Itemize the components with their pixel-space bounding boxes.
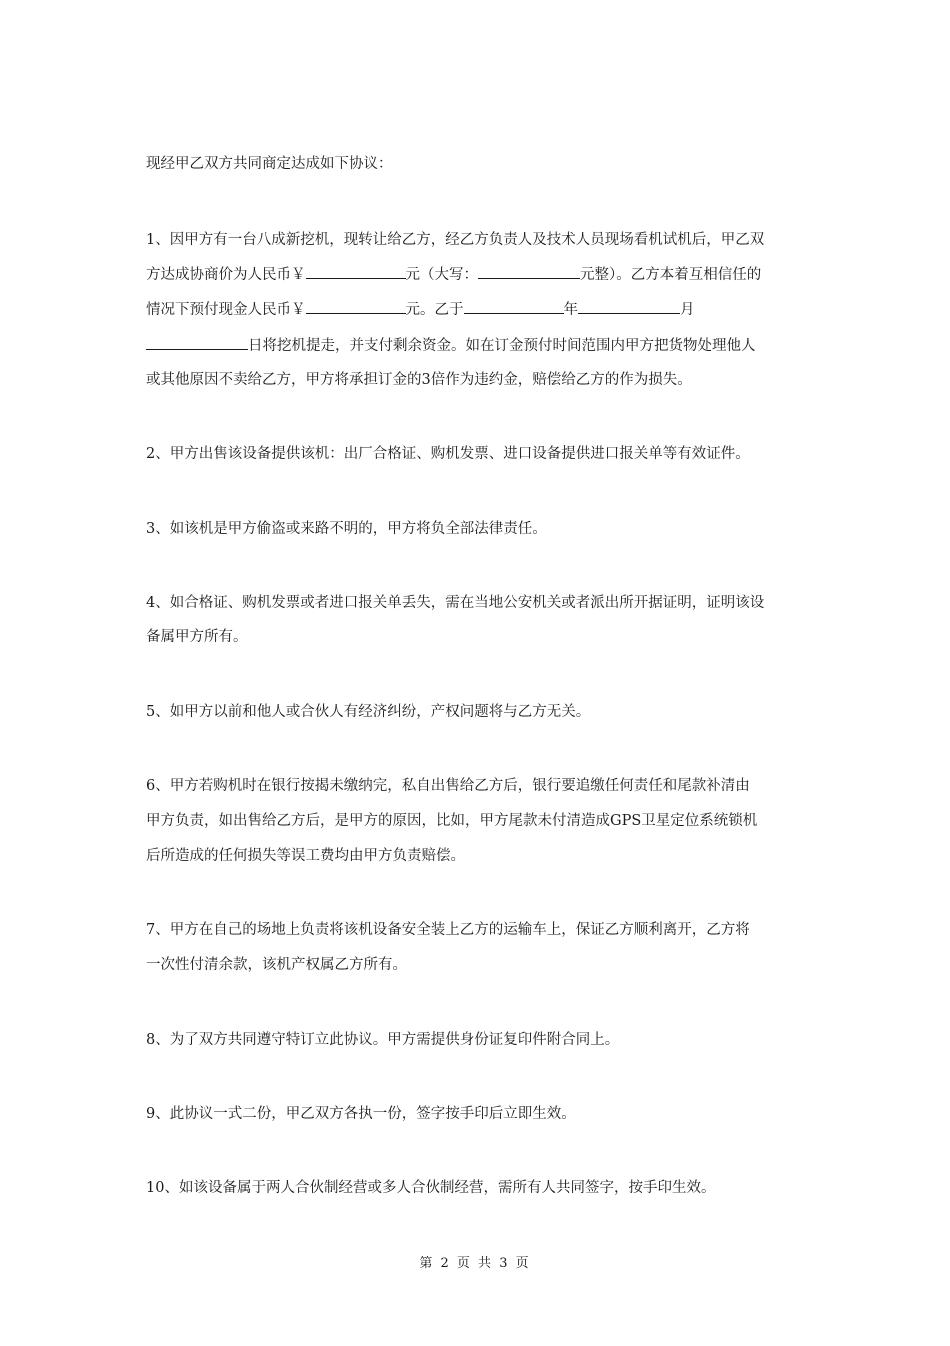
clause-5: 5、如甲方以前和他人或合伙人有经济纠纷，产权问题将与乙方无关。 — [146, 704, 591, 720]
clause-8: 8、为了双方共同遵守特订立此协议。甲方需提供身份证复印件附合同上。 — [146, 1032, 620, 1048]
clause-2: 2、甲方出售该设备提供该机：出厂合格证、购机发票、进口设备提供进口报关单等有效证件。 — [146, 446, 750, 462]
deposit-amount-blank — [306, 299, 406, 314]
year-blank — [464, 299, 564, 314]
clause-1-deposit-label: 情况下预付现金人民币￥ — [146, 302, 306, 318]
clause-6-line-1: 6、甲方若购机时在银行按揭未缴纳完，私自出售给乙方后，银行要追缴任何责任和尾款补清由 — [146, 778, 750, 794]
clause-1-line-4 — [146, 335, 816, 355]
intro-text: 现经甲乙双方共同商定达成如下协议： — [146, 156, 393, 172]
year-label: 年 — [563, 302, 578, 318]
month-label: 月 — [680, 302, 695, 318]
clause-9: 9、此协议一式二份，甲乙双方各执一份，签字按手印后立即生效。 — [146, 1106, 576, 1122]
clause-1-date-label: 元。乙于 — [405, 302, 464, 318]
clause-4-line-2: 备属甲方所有。 — [146, 629, 248, 645]
clause-4-line-1: 4、如合格证、购机发票或者进口报关单丢失，需在当地公安机关或者派出所开据证明，证明该设 — [146, 595, 765, 611]
clause-1-line-2-tail: 元整）。乙方本着互相信任的 — [580, 267, 762, 283]
clause-1-line-3 — [146, 299, 816, 319]
clause-6-line-3: 后所造成的任何损失等误工费均由甲方负责赔偿。 — [146, 848, 465, 864]
clause-1-price-label: 方达成协商价为人民币￥ — [146, 267, 306, 283]
clause-10: 10、如该设备属于两人合伙制经营或多人合伙制经营，需所有人共同签字，按手印生效。 — [146, 1180, 716, 1196]
clause-1-line-2 — [146, 264, 816, 284]
day-blank — [146, 335, 248, 350]
page-footer: 第 2 页 共 3 页 — [419, 1256, 531, 1271]
price-capital-blank — [478, 264, 580, 279]
clause-1-capital-label: 元（大写： — [405, 267, 478, 283]
clause-6-line-2: 甲方负责，如出售给乙方后，是甲方的原因，比如，甲方尾款未付清造成GPS卫星定位系统锁机 — [146, 813, 758, 829]
clause-1-line-4-text: 日将挖机提走，并支付剩余资金。如在订金预付时间范围内甲方把货物处理他人 — [248, 338, 756, 354]
price-amount-blank — [306, 264, 406, 279]
clause-3: 3、如该机是甲方偷盗或来路不明的，甲方将负全部法律责任。 — [146, 521, 547, 537]
clause-1-line-5: 或其他原因不卖给乙方，甲方将承担订金的3倍作为违约金，赔偿给乙方的作为损失。 — [146, 372, 692, 388]
clause-1-line-1: 1、因甲方有一台八成新挖机，现转让给乙方，经乙方负责人及技术人员现场看机试机后，甲乙双 — [146, 232, 765, 248]
month-blank — [578, 299, 680, 314]
clause-7-line-2: 一次性付清余款，该机产权属乙方所有。 — [146, 957, 407, 973]
clause-7-line-1: 7、甲方在自己的场地上负责将该机设备安全装上乙方的运输车上，保证乙方顺利离开，乙方将 — [146, 922, 750, 938]
